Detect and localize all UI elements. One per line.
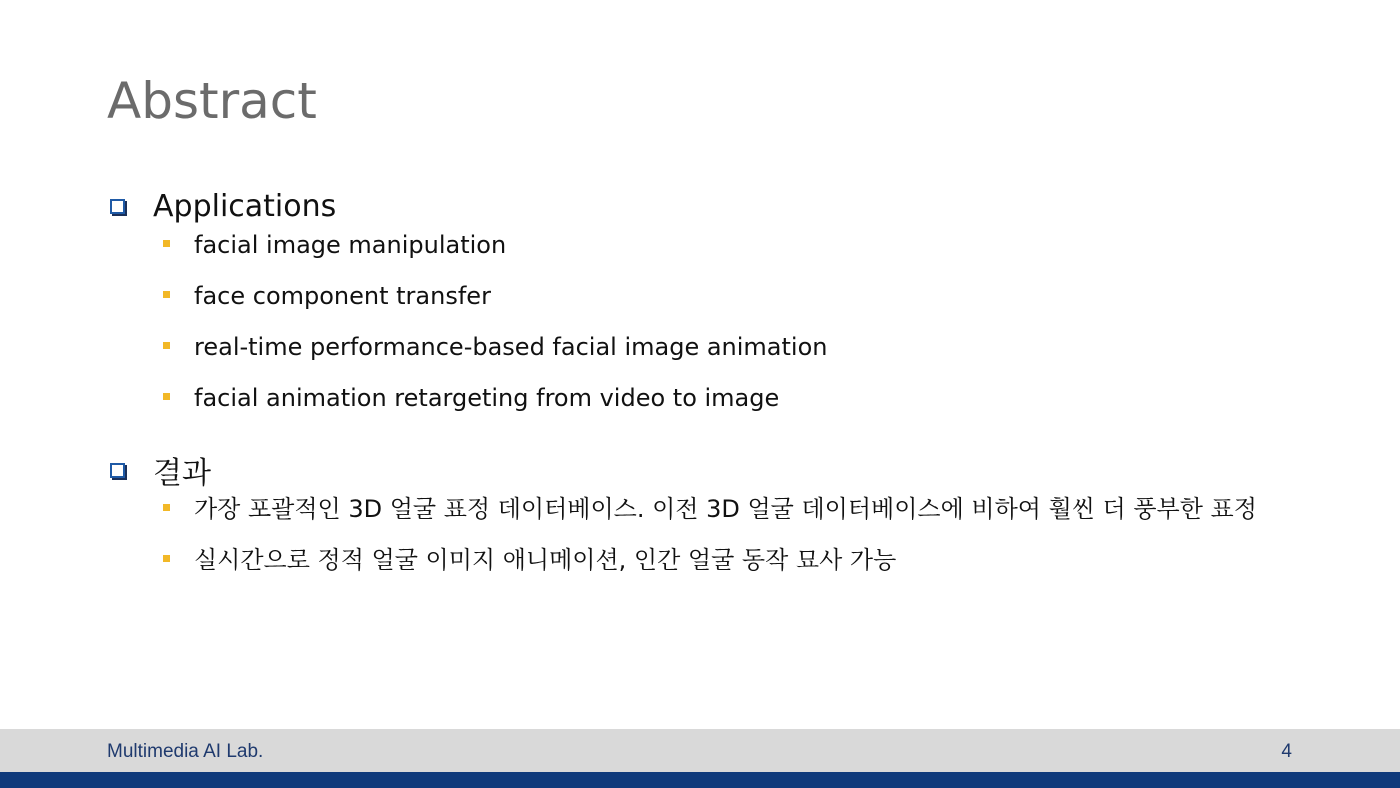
square-bullet-icon: [163, 291, 170, 298]
bottom-accent-bar: [0, 772, 1400, 788]
slide-title: Abstract: [107, 72, 317, 130]
section-results: [108, 450, 1308, 596]
bullet-list: [163, 230, 1308, 413]
square-bullet-icon: [163, 555, 170, 562]
section-label: 결과: [153, 456, 211, 491]
list-item: [163, 281, 1308, 311]
section-heading: [108, 186, 1308, 226]
list-item-text: facial animation retargeting from video to image: [194, 384, 780, 412]
checkbox-icon: [110, 199, 125, 214]
footer-lab-name: Multimedia AI Lab.: [107, 741, 264, 762]
square-bullet-icon: [163, 342, 170, 349]
square-bullet-icon: [163, 504, 170, 511]
list-item-text: face component transfer: [194, 282, 491, 310]
bullet-list: [163, 494, 1308, 575]
checkbox-icon: [110, 463, 125, 478]
list-item: [163, 332, 1308, 362]
list-item: [163, 545, 1308, 575]
list-item-text: 실시간으로 정적 얼굴 이미지 애니메이션, 인간 얼굴 동작 묘사 가능: [194, 546, 897, 574]
list-item-text: 가장 포괄적인 3D 얼굴 표정 데이터베이스. 이전 3D 얼굴 데이터베이스에 비하여 훨씬 더 풍부한 표정: [194, 495, 1257, 523]
list-item-text: real-time performance-based facial image animation: [194, 333, 828, 361]
list-item: [163, 383, 1308, 413]
section-label: Applications: [153, 188, 337, 224]
section-heading: [108, 450, 1308, 490]
footer: [0, 729, 1400, 772]
section-applications: [108, 186, 1308, 434]
page-number: 4: [1281, 741, 1292, 762]
square-bullet-icon: [163, 393, 170, 400]
square-bullet-icon: [163, 240, 170, 247]
list-item: [163, 230, 1308, 260]
list-item-text: facial image manipulation: [194, 231, 507, 259]
list-item: [163, 494, 1308, 524]
